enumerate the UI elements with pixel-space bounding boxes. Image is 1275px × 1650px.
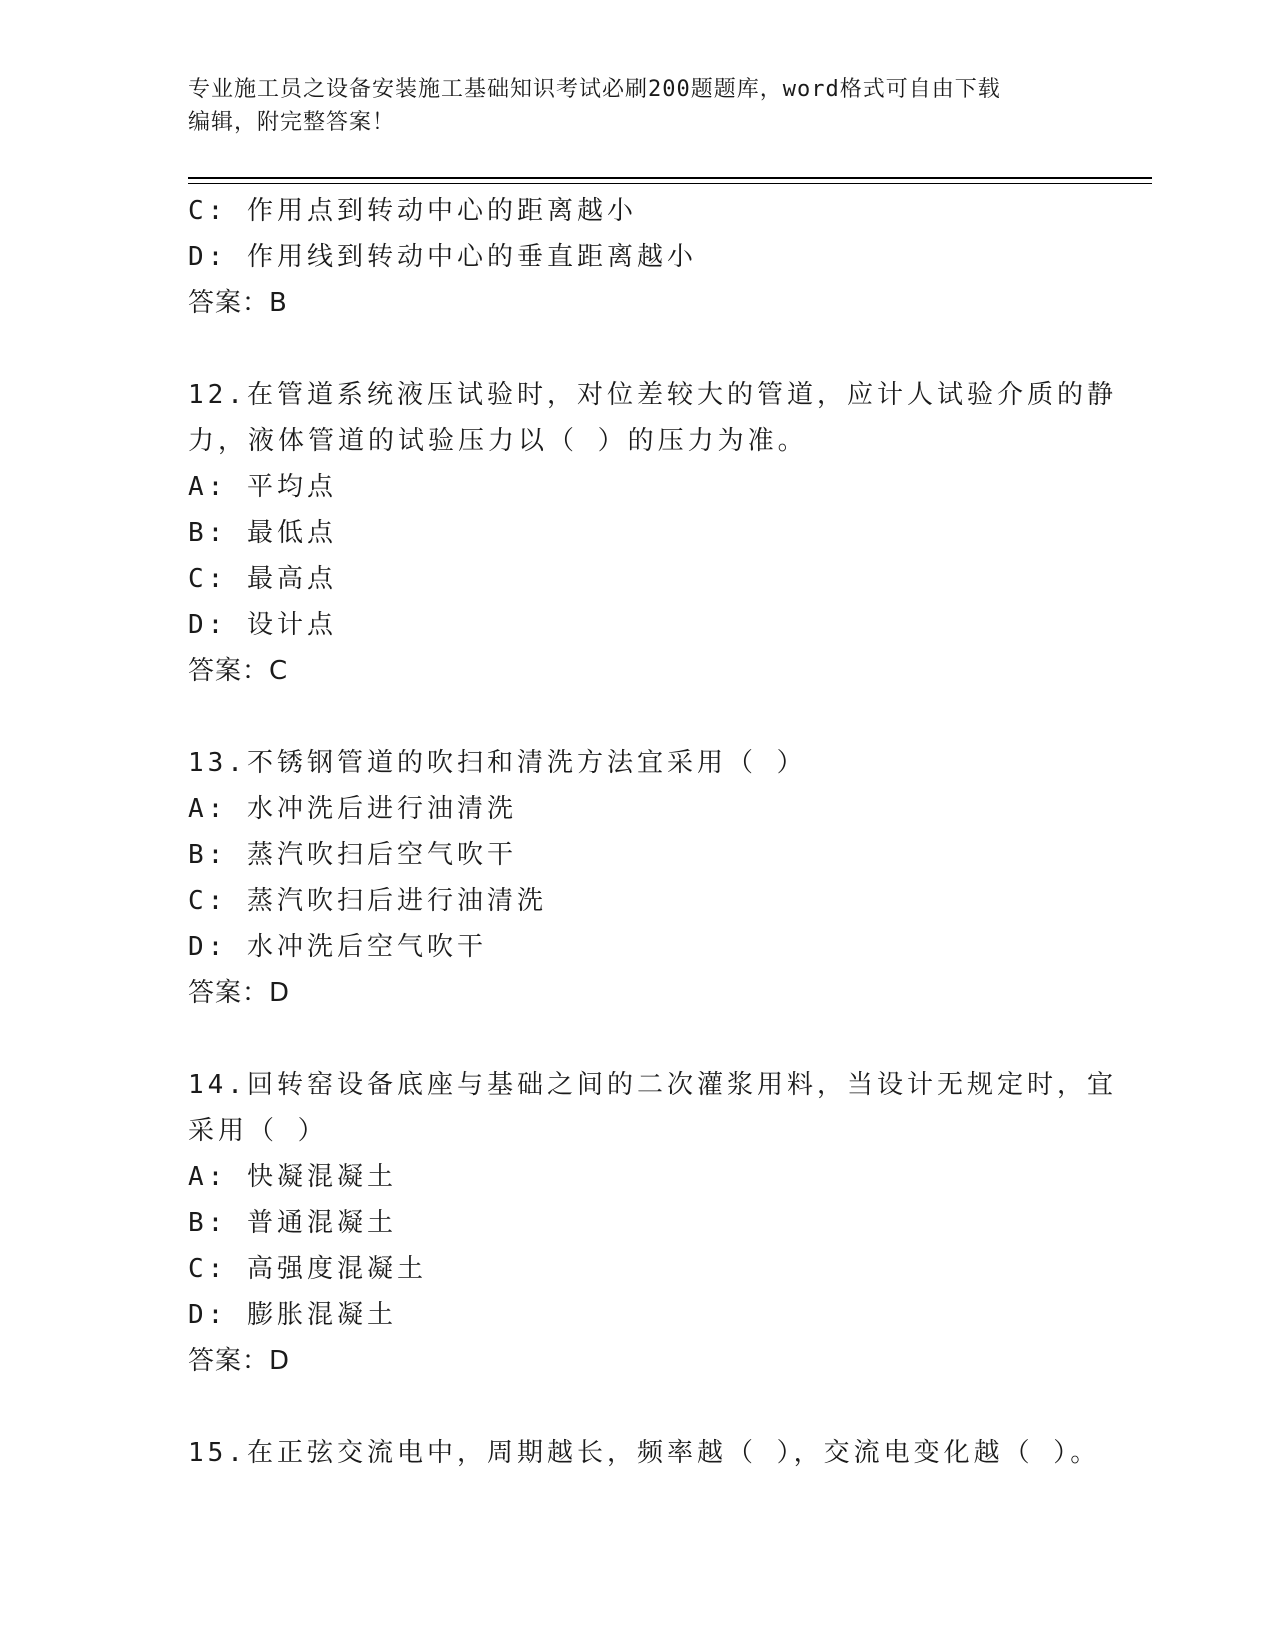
spacer	[188, 1016, 1088, 1062]
option-c: C: 蒸汽吹扫后进行油清洗	[188, 886, 547, 916]
option-b: B: 普通混凝土	[188, 1208, 397, 1238]
question-stem-continued: 力，液体管道的试验压力以（ ）的压力为准。	[188, 426, 808, 456]
spacer	[188, 694, 1088, 740]
header-title-line-1: 专业施工员之设备安装施工基础知识考试必刷200题题库，word格式可自由下载	[188, 77, 1001, 102]
document-header	[188, 73, 1068, 139]
question-stem: 15.在正弦交流电中，周期越长，频率越（ ），交流电变化越（ ）。	[188, 1438, 1101, 1468]
answer-text: 答案：D	[188, 978, 291, 1008]
option-d: D: 设计点	[188, 610, 337, 640]
option-d: D: 膨胀混凝土	[188, 1300, 397, 1330]
question-block-13	[188, 740, 1088, 1016]
question-stem-continued: 采用（ ）	[188, 1116, 328, 1146]
question-list	[188, 188, 1117, 1476]
question-block-12	[188, 372, 1117, 694]
question-block-15	[188, 1430, 1101, 1476]
question-stem: 13.不锈钢管道的吹扫和清洗方法宜采用（ ）	[188, 748, 807, 778]
answer-text: 答案：B	[188, 288, 288, 318]
header-title-line-2: 编辑，附完整答案！	[188, 110, 396, 135]
option-a: A: 快凝混凝土	[188, 1162, 397, 1192]
question-block-14	[188, 1062, 1117, 1384]
header-divider-thick	[188, 177, 1152, 179]
spacer	[188, 1384, 1088, 1430]
question-stem: 12.在管道系统液压试验时，对位差较大的管道，应计人试验介质的静	[188, 380, 1117, 410]
option-b: B: 最低点	[188, 518, 337, 548]
answer-text: 答案：C	[188, 656, 289, 686]
option-b: B: 蒸汽吹扫后空气吹干	[188, 840, 517, 870]
spacer	[188, 326, 1088, 372]
option-c: C: 最高点	[188, 564, 337, 594]
header-divider-thin	[188, 183, 1152, 184]
option-d: D: 作用线到转动中心的垂直距离越小	[188, 242, 697, 272]
option-a: A: 水冲洗后进行油清洗	[188, 794, 517, 824]
option-c: C: 作用点到转动中心的距离越小	[188, 196, 637, 226]
question-stem: 14.回转窑设备底座与基础之间的二次灌浆用料，当设计无规定时，宜	[188, 1070, 1117, 1100]
option-c: C: 高强度混凝土	[188, 1254, 427, 1284]
answer-text: 答案：D	[188, 1346, 291, 1376]
option-d: D: 水冲洗后空气吹干	[188, 932, 487, 962]
question-block-11	[188, 188, 1088, 326]
option-a: A: 平均点	[188, 472, 337, 502]
